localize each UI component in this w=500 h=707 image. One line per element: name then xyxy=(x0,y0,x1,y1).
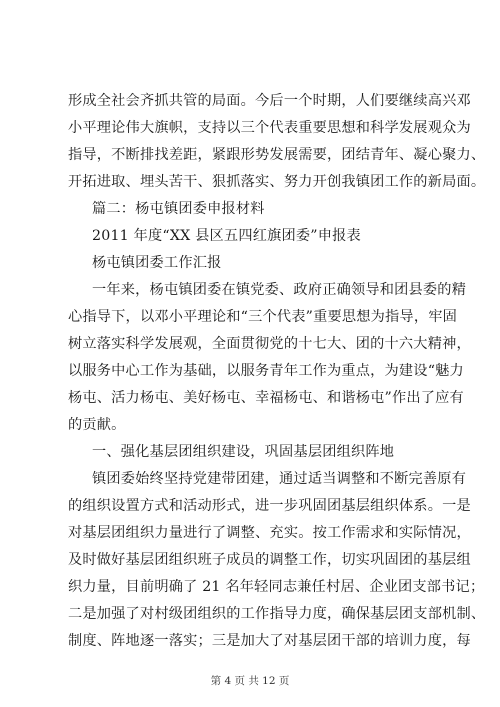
text-line: 指导，不断排找差距，紧跟形势发展需要，团结青年、凝心聚力、 xyxy=(68,147,486,163)
text-line: 树立落实科学发展观，全面贯彻党的十七大、团的十六大精神， xyxy=(68,336,471,352)
text-line: 开拓进取、埋头苦干、狠抓落实、努力开创我镇团工作的新局面。 xyxy=(68,174,486,190)
text-line: 的组织设置方式和活动形式，进一步巩固团基层组织体系。一是 xyxy=(68,498,471,514)
text-line: 的贡献。 xyxy=(68,417,126,433)
section-title: 篇二：杨屯镇团委申报材料 xyxy=(92,201,265,217)
section-heading: 一、强化基层团组织建设，巩固基层团组织阵地 xyxy=(92,444,395,460)
page-number-footer: 第 4 页 共 12 页 xyxy=(210,675,290,687)
text-line: 制度、阵地逐一落实；三是加大了对基层团干部的培训力度，每 xyxy=(68,633,471,649)
text-line: 小平理论伟大旗帜，支持以三个代表重要思想和科学发展观众为 xyxy=(68,120,471,136)
text-line: 织力量，目前明确了 21 名年轻同志兼任村居、企业团支部书记； xyxy=(68,579,485,595)
text-line: 杨屯、活力杨屯、美好杨屯、幸福杨屯、和谐杨屯”作出了应有 xyxy=(68,390,464,406)
text-line: 及时做好基层团组织班子成员的调整工作，切实巩固团的基层组 xyxy=(68,552,471,568)
text-line: 以服务中心工作为基础，以服务青年工作为重点，为建设“魅力 xyxy=(68,363,464,379)
report-title: 杨屯镇团委工作汇报 xyxy=(92,255,222,271)
form-title: 2011 年度“XX 县区五四红旗团委”申报表 xyxy=(92,228,361,244)
text-line: 镇团委始终坚持党建带团建，通过适当调整和不断完善原有 xyxy=(92,471,467,487)
text-line: 心指导下，以邓小平理论和“三个代表”重要思想为指导，牢固 xyxy=(68,309,457,325)
text-line: 形成全社会齐抓共管的局面。今后一个时期，人们要继续高兴邓 xyxy=(68,93,471,109)
text-line: 一年来，杨屯镇团委在镇党委、政府正确领导和团县委的精 xyxy=(92,282,467,298)
text-line: 二是加强了对村级团组织的工作指导力度，确保基层团支部机制、 xyxy=(68,606,486,622)
text-line: 对基层团组织力量进行了调整、充实。按工作需求和实际情况， xyxy=(68,525,471,541)
